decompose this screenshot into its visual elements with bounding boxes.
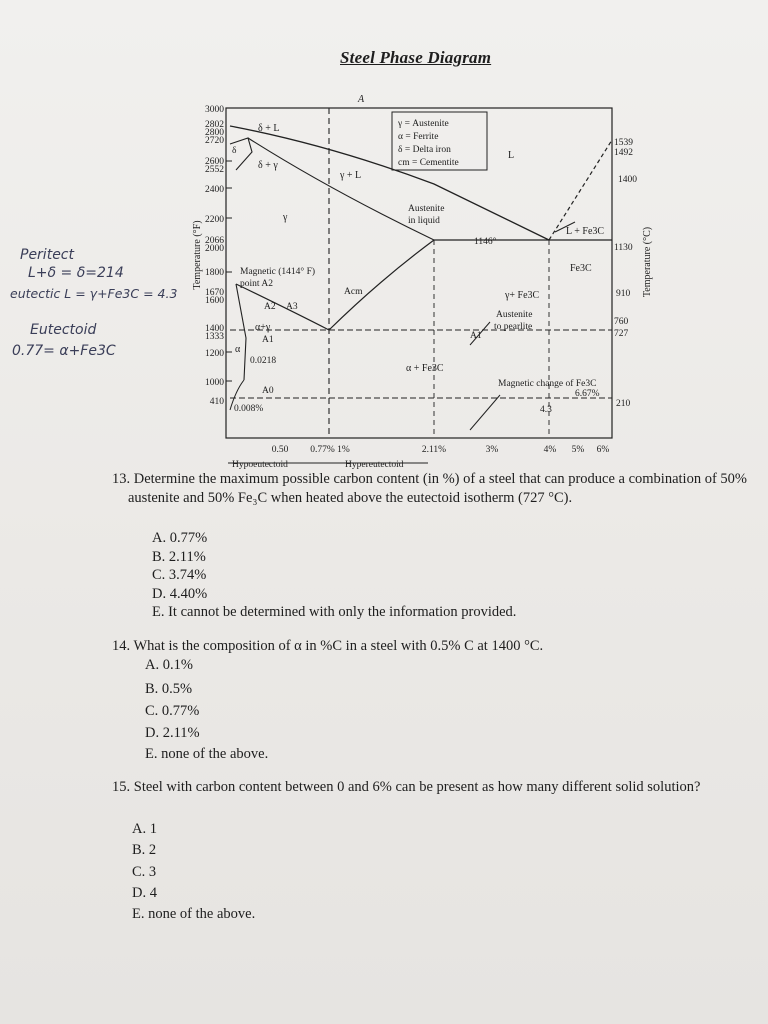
- tick-f: 1333: [205, 332, 224, 342]
- region-label: Fe3C: [570, 263, 592, 274]
- handwritten-line: L+δ = δ=214: [28, 265, 124, 281]
- question-13: [112, 470, 752, 508]
- range-labels: [232, 460, 543, 470]
- x-tick: 4%: [543, 445, 557, 455]
- tick-c: 1539: [614, 138, 633, 148]
- annotation: point A2: [240, 279, 273, 289]
- region-label: γ + L: [340, 170, 362, 181]
- question-stem: Determine the maximum possible carbon content (in %) of a steel that can produce a combination of 50% austenite and 50% Fe₃C when heated above the eutectoid isotherm (727 °C).: [128, 471, 747, 506]
- region-label: α: [235, 344, 241, 355]
- handwritten-line: eutectic L = γ+Fe3C = 4.3: [10, 286, 178, 301]
- tick-f: 2400: [205, 185, 224, 195]
- tick-f: 1400: [205, 324, 224, 334]
- x-tick: 2.11%: [421, 445, 447, 455]
- question-stem: What is the composition of α in %C in a steel with 0.5% C at 1400 °C.: [133, 638, 544, 654]
- answer-option[interactable]: E. none of the above.: [132, 906, 256, 922]
- handwritten-notes: [10, 247, 177, 359]
- annotation: A2: [264, 302, 276, 312]
- answer-option[interactable]: C. 0.77%: [145, 703, 200, 719]
- tick-c: 1492: [614, 148, 633, 158]
- tick-f: 2720: [205, 136, 224, 146]
- annotation: Magnetic change of Fe3C: [498, 379, 597, 389]
- tick-f: 2066: [205, 236, 224, 246]
- legend-item: cm = Cementite: [398, 158, 459, 168]
- question-stem: Steel with carbon content between 0 and 6% can be present as how many different solid solution?: [133, 779, 701, 795]
- legend-item: γ = Austenite: [398, 119, 449, 129]
- tick-f: 1200: [205, 349, 224, 359]
- answer-option[interactable]: D. 4: [132, 885, 157, 901]
- liquidus-right: [549, 140, 612, 240]
- annotation: 1146°: [474, 237, 497, 247]
- answer-option[interactable]: C. 3: [132, 864, 157, 880]
- handwritten-line: Eutectoid: [30, 322, 97, 338]
- tick-f: 2552: [205, 165, 224, 175]
- annotation: Magnetic (1414° F): [240, 267, 316, 277]
- x-tick: 3%: [485, 445, 499, 455]
- annotation: to pearlite: [494, 322, 533, 332]
- tick-f: 2802: [205, 120, 224, 130]
- annotation: 6.67%: [575, 389, 600, 399]
- handwritten-line: Peritect: [20, 247, 74, 263]
- alpha-boundary: [236, 284, 246, 380]
- answer-option[interactable]: A. 0.77%: [152, 530, 208, 546]
- x-tick: 6%: [596, 445, 610, 455]
- question-number: 13.: [112, 471, 131, 487]
- range-label: Hypereutectoid: [345, 460, 404, 470]
- page-title: Steel Phase Diagram: [340, 48, 492, 67]
- annotation: A1: [262, 335, 274, 345]
- answer-option[interactable]: A. 1: [132, 821, 157, 837]
- tick-f: 3000: [205, 105, 224, 115]
- label-A: A: [358, 94, 365, 105]
- legend: [397, 119, 459, 168]
- tick-f: 2000: [205, 244, 224, 254]
- region-label: γ+ Fe3C: [505, 290, 540, 301]
- tick-f: 2200: [205, 215, 224, 225]
- tick-c: 210: [616, 399, 631, 409]
- right-axis-ticks: [614, 138, 637, 409]
- answer-option[interactable]: D. 2.11%: [145, 725, 200, 741]
- question-15: [112, 778, 732, 797]
- x-tick: 5%: [571, 445, 585, 455]
- tick-c: 1400: [618, 175, 637, 185]
- answer-option[interactable]: D. 4.40%: [152, 586, 208, 602]
- answer-option[interactable]: B. 2.11%: [152, 549, 206, 565]
- annotation: Austenite: [408, 204, 445, 214]
- answer-option[interactable]: E. It cannot be determined with only the information provided.: [152, 604, 517, 620]
- region-label: δ + L: [258, 123, 280, 134]
- tick-f: 1000: [205, 378, 224, 388]
- tick-f: 1670: [205, 288, 224, 298]
- region-label: δ + γ: [258, 160, 278, 171]
- region-label: L: [508, 150, 515, 161]
- handwritten-line: 0.77= α+Fe3C: [12, 343, 116, 359]
- region-label: α+γ: [255, 322, 271, 333]
- answer-option[interactable]: B. 2: [132, 842, 157, 858]
- annotation: Austenite: [496, 310, 533, 320]
- left-axis-label: Temperature (°F): [192, 220, 203, 290]
- x-axis-ticks: [272, 445, 610, 455]
- tick-c: 910: [616, 289, 631, 299]
- answer-option[interactable]: B. 0.5%: [145, 681, 193, 697]
- acm-curve: [329, 240, 434, 330]
- question-number: 14.: [112, 638, 131, 654]
- answer-option[interactable]: A. 0.1%: [145, 657, 193, 673]
- left-axis-ticks: [205, 105, 224, 407]
- tick-f: 2600: [205, 157, 224, 167]
- annotation: 0.0218: [250, 356, 277, 366]
- tick-c: 727: [614, 329, 629, 339]
- region-label: α + Fe3C: [406, 363, 444, 374]
- x-tick: 0.77% 1%: [310, 445, 350, 455]
- tick-c: 760: [614, 317, 629, 327]
- liquidus-left: [230, 126, 549, 240]
- annotation: 0.008%: [234, 404, 264, 414]
- annotation: A0: [262, 386, 274, 396]
- magnetic-arrow: [470, 395, 500, 430]
- tick-f: 410: [209, 397, 224, 407]
- region-label: γ: [283, 212, 288, 223]
- annotation: 4.3: [540, 405, 552, 415]
- range-label: Hypoeutectoid: [232, 460, 288, 470]
- annotation: Acm: [344, 287, 363, 297]
- annotation: in liquid: [408, 216, 440, 226]
- phase-diagram: [0, 0, 768, 470]
- a3-curve: [236, 284, 329, 330]
- annotation: δ: [232, 146, 237, 156]
- annotation: A1: [470, 331, 482, 341]
- tick-f: 1800: [205, 268, 224, 278]
- right-axis-label: Temperature (°C): [642, 226, 653, 298]
- tick-f: 1600: [205, 296, 224, 306]
- legend-item: α = Ferrite: [398, 132, 439, 142]
- answer-option[interactable]: C. 3.74%: [152, 567, 207, 583]
- annotations: [232, 146, 600, 415]
- tick-c: 1130: [614, 243, 633, 253]
- tick-f: 2800: [205, 128, 224, 138]
- x-tick: 0.50: [271, 445, 289, 455]
- annotation: A3: [286, 302, 298, 312]
- question-14: [112, 637, 752, 656]
- answer-option[interactable]: E. none of the above.: [145, 746, 269, 762]
- region-label: L + Fe3C: [566, 226, 605, 237]
- question-number: 15.: [112, 779, 131, 795]
- legend-item: δ = Delta iron: [398, 145, 451, 155]
